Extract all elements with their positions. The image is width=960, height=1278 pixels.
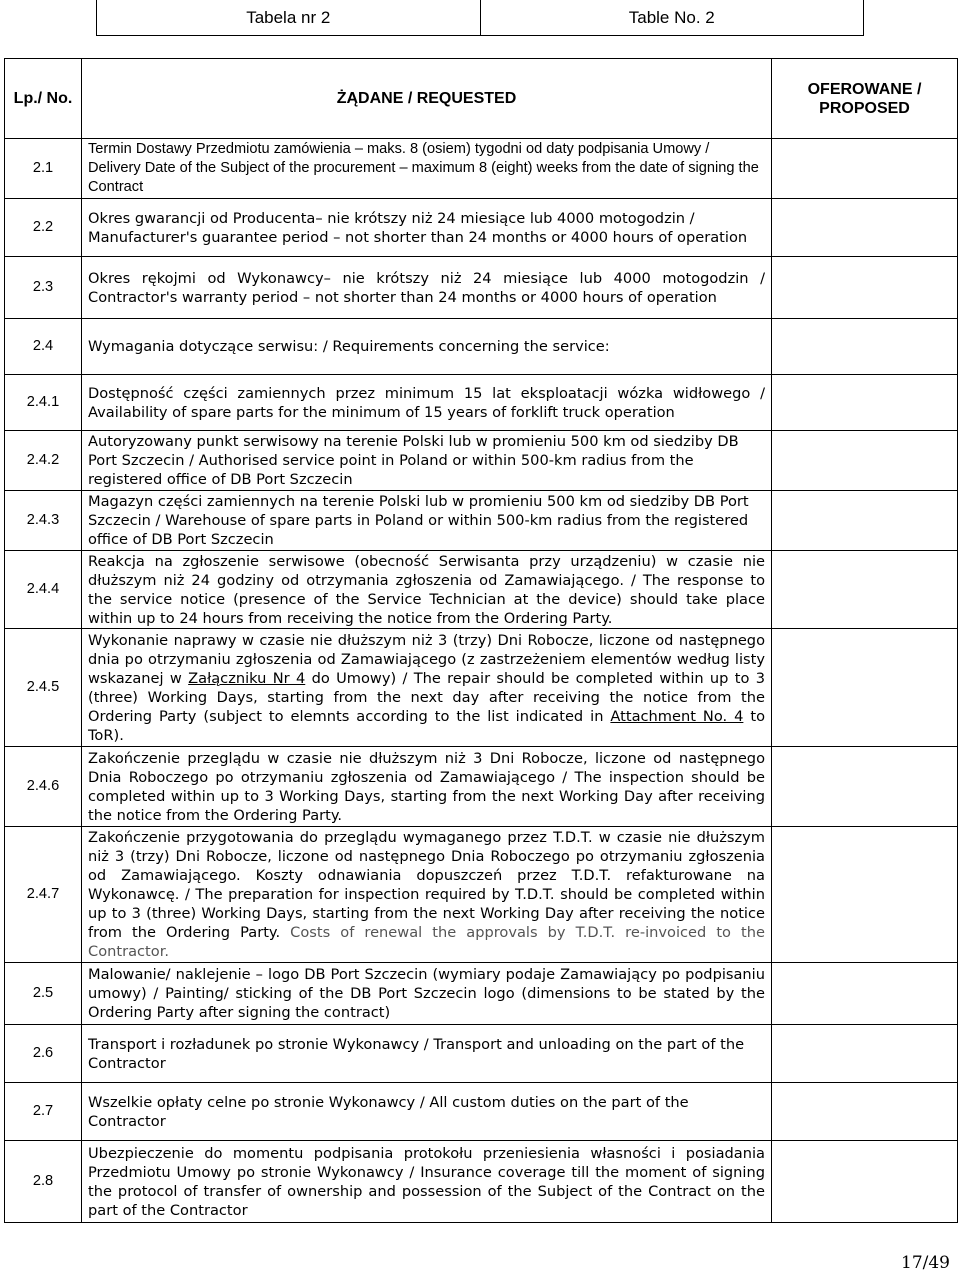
proposed-cell xyxy=(772,963,958,1025)
row-number: 2.4 xyxy=(5,319,82,375)
row-number: 2.4.4 xyxy=(5,551,82,629)
table-row xyxy=(5,629,958,747)
row-text: Okres gwarancji od Producenta– nie krótszy niż 24 miesiące lub 4000 motogodzin / Manufacturer's guarantee period – not shorter than 24 months or 4000 hours of operation xyxy=(82,199,772,257)
caption-pl: Tabela nr 2 xyxy=(246,7,331,27)
table-header-row xyxy=(5,59,958,139)
row-text: Autoryzowany punkt serwisowy na terenie Polski lub w promieniu 500 km od siedziby DB Port Szczecin / Authorised service point in Poland or within 500-km radius from the registered office of DB Port Szczecin xyxy=(82,431,772,491)
row-text: Magazyn części zamiennych na terenie Polski lub w promieniu 500 km od siedziby DB Port Szczecin / Warehouse of spare parts in Poland or within 500-km radius from the registered office of DB Port Szczecin xyxy=(82,491,772,551)
row-text xyxy=(82,827,772,963)
caption-en: Table No. 2 xyxy=(480,0,864,35)
header-proposed: OFEROWANE / PROPOSED xyxy=(772,59,958,139)
proposed-cell xyxy=(772,199,958,257)
row-text-part: to ToR). xyxy=(88,707,765,744)
row-number: 2.1 xyxy=(5,139,82,199)
proposed-cell xyxy=(772,375,958,431)
header-requested: ŻĄDANE / REQUESTED xyxy=(82,59,772,139)
row-text: Transport i rozładunek po stronie Wykonawcy / Transport and unloading on the part of the Contractor xyxy=(82,1025,772,1083)
table-row xyxy=(5,827,958,963)
proposed-cell xyxy=(772,257,958,319)
proposed-cell xyxy=(772,1141,958,1223)
table-caption xyxy=(96,0,864,36)
row-number: 2.6 xyxy=(5,1025,82,1083)
row-number: 2.4.3 xyxy=(5,491,82,551)
proposed-cell xyxy=(772,319,958,375)
proposed-cell xyxy=(772,551,958,629)
row-text: Reakcja na zgłoszenie serwisowe (obecność Serwisanta przy urządzeniu) w czasie nie dłuższym niż 24 godziny od otrzymania zgłoszenia od Zamawiającego. / The response to the service notice (presence of the Service Technician at the device) should take place within up to 24 hours from receiving the notice from the Ordering Party. xyxy=(82,551,772,629)
proposed-cell xyxy=(772,629,958,747)
table-row xyxy=(5,139,958,199)
proposed-cell xyxy=(772,491,958,551)
row-number: 2.3 xyxy=(5,257,82,319)
row-text: Ubezpieczenie do momentu podpisania protokołu przeniesienia własności i posiadania Przedmiotu Umowy po stronie Wykonawcy / Insurance coverage till the moment of signing the protocol of transfer of ownership and possession of the Subject of the Contract on the part of the Contractor xyxy=(82,1141,772,1223)
row-text: Zakończenie przeglądu w czasie nie dłuższym niż 3 Dni Robocze, liczone od następnego Dnia Roboczego po otrzymaniu zgłoszenia od Zamawiającego / The inspection should be completed within up to 3 Working Days, starting from the next Working Day after receiving the notice from the Ordering Party. xyxy=(82,747,772,827)
table-row xyxy=(5,1083,958,1141)
table-row xyxy=(5,319,958,375)
row-text-part: Zakończenie przygotowania do przeglądu wymaganego przez T.D.T. w czasie nie dłuższym niż 3 (trzy) Dni Robocze, liczone od następnego Dnia Roboczego po otrzymaniu zgłoszenia od Zamawiającego. Koszty odnawiania dopuszczeń przez T.D.T. refakturowane na Wykonawcę. / The preparation for inspection required by T.D.T. should be completed within up to 3 (three) Working Days, starting from the next Working Day after receiving the notice from the Ordering Party. xyxy=(88,829,765,941)
attachment-reference-en: Attachment No. 4 xyxy=(610,707,744,725)
table-row xyxy=(5,491,958,551)
row-text: Malowanie/ naklejenie – logo DB Port Szczecin (wymiary podaje Zamawiający po podpisaniu umowy) / Painting/ sticking of the DB Port Szczecin logo (dimensions to be stated by the Ordering Party after signing the contract) xyxy=(82,963,772,1025)
row-text: Okres rękojmi od Wykonawcy– nie krótszy niż 24 miesiące lub 4000 motogodzin / Contractor's warranty period – not shorter than 24 months or 4000 hours of operation xyxy=(82,257,772,319)
table-row xyxy=(5,1141,958,1223)
proposed-cell xyxy=(772,747,958,827)
table-row xyxy=(5,199,958,257)
attachment-reference-pl: Załączniku Nr 4 xyxy=(188,669,306,687)
table-row xyxy=(5,963,958,1025)
row-text: Wszelkie opłaty celne po stronie Wykonawcy / All custom duties on the part of the Contractor xyxy=(82,1083,772,1141)
row-number: 2.4.2 xyxy=(5,431,82,491)
row-text-part: do Umowy) / The repair should be completed within up to 3 (three) Working Days, starting from the next day after receiving the notice from the Ordering Party (subject to elemnts according to the list indicated in xyxy=(88,669,766,725)
row-number: 2.8 xyxy=(5,1141,82,1223)
row-text: Termin Dostawy Przedmiotu zamówienia – maks. 8 (osiem) tygodni od daty podpisania Umowy / Delivery Date of the Subject of the procurement – maximum 8 (eight) weeks from the date of signing the Contract xyxy=(82,139,772,199)
proposed-cell xyxy=(772,827,958,963)
row-number: 2.7 xyxy=(5,1083,82,1141)
row-text: Dostępność części zamiennych przez minimum 15 lat eksploatacji wózka widłowego / Availability of spare parts for the minimum of 15 years of forklift truck operation xyxy=(82,375,772,431)
table-row xyxy=(5,257,958,319)
table-row xyxy=(5,1025,958,1083)
row-text xyxy=(82,629,772,747)
row-number: 2.2 xyxy=(5,199,82,257)
requirements-table xyxy=(4,58,958,1223)
header-lp: Lp./ No. xyxy=(5,59,82,139)
row-text-part: Wykonanie naprawy w czasie nie dłuższym niż 3 (trzy) Dni Robocze, liczone od następnego dnia po otrzymaniu zgłoszenia od Zamawiającego (z zastrzeżeniem elementów według listy wskazanej w xyxy=(88,631,765,687)
row-number: 2.4.5 xyxy=(5,629,82,747)
row-number: 2.4.7 xyxy=(5,827,82,963)
row-number: 2.4.1 xyxy=(5,375,82,431)
row-number: 2.5 xyxy=(5,963,82,1025)
proposed-cell xyxy=(772,431,958,491)
table-row xyxy=(5,747,958,827)
row-number: 2.4.6 xyxy=(5,747,82,827)
table-row xyxy=(5,431,958,491)
proposed-cell xyxy=(772,139,958,199)
proposed-cell xyxy=(772,1083,958,1141)
proposed-cell xyxy=(772,1025,958,1083)
table-row xyxy=(5,375,958,431)
row-text: Wymagania dotyczące serwisu: / Requirements concerning the service: xyxy=(82,319,772,375)
table-row xyxy=(5,551,958,629)
page-number: 17/49 xyxy=(901,1253,950,1273)
row-text-part-renewal: Costs of renewal the approvals by T.D.T. re-invoiced to the Contractor. xyxy=(88,924,765,960)
